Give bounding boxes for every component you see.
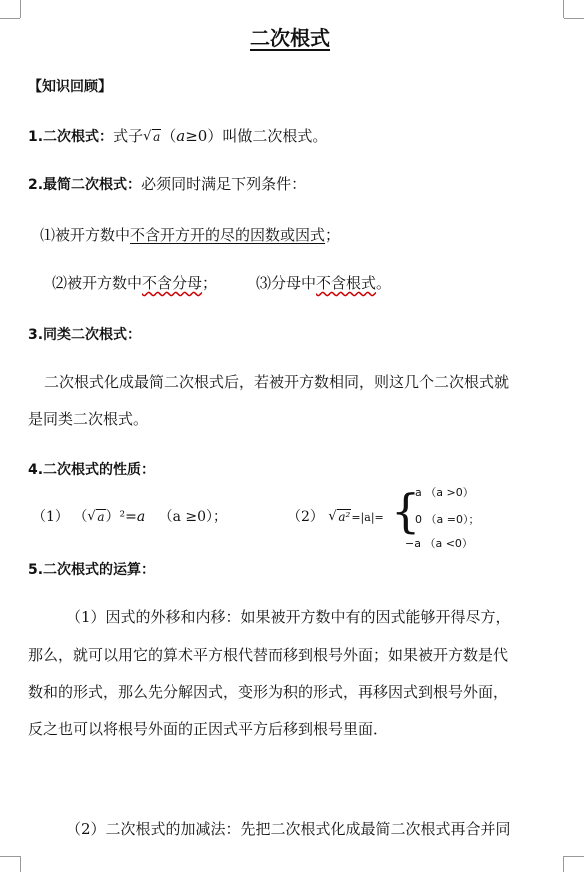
crop-mark-bottom-left-h xyxy=(0,856,20,857)
operations-label: 5.二次根式的运算： xyxy=(28,562,156,578)
definition-prefix: 式子 xyxy=(113,127,144,145)
property-2: （2） √ a²=|a|= xyxy=(287,510,384,524)
case-negative: −a （a <0） xyxy=(405,537,473,550)
crop-mark-top-left xyxy=(20,0,21,18)
crop-mark-top-right xyxy=(563,0,564,18)
page-title: 二次根式 xyxy=(250,26,330,50)
sqrt-a-formula: √ a xyxy=(143,131,161,143)
property-1: （1） （√ a）²=a （a ≥0）； xyxy=(32,510,227,524)
crop-mark-top-left-h xyxy=(0,18,20,19)
definition-line: 1.二次根式：式子√ a（a≥0）叫做二次根式。 xyxy=(28,129,327,144)
operations-text-3: 数和的形式，那么先分解因式，变形为积的形式，再移因式到根号外面， xyxy=(28,683,509,701)
simplest-radical-label: 2.最简二次根式： xyxy=(28,177,142,193)
crop-mark-bottom-right-h xyxy=(564,856,584,857)
case-positive: a （a >0） xyxy=(415,486,474,499)
definition-label: 1.二次根式： xyxy=(28,129,114,145)
simplest-radical-line: 2.最简二次根式：必须同时满足下列条件： xyxy=(28,175,307,193)
crop-mark-bottom-right xyxy=(563,856,564,872)
condition-2: ⑵被开方数中不含分母； xyxy=(52,274,218,292)
like-radicals-label: 3.同类二次根式： xyxy=(28,327,142,343)
properties-label: 4.二次根式的性质： xyxy=(28,462,156,478)
crop-mark-bottom-left xyxy=(20,856,21,872)
operations-text-1: （1）因式的外移和内移：如果被开方数中有的因式能够开得尽方， xyxy=(66,608,511,626)
condition-1: ⑴被开方数中不含开方开的尽的因数或因式； xyxy=(40,226,341,244)
condition-3: ⑶分母中不含根式。 xyxy=(256,274,392,292)
piecewise-brace: { xyxy=(391,484,421,538)
operations-text-4: 反之也可以将根号外面的正因式平方后移到根号里面． xyxy=(28,720,389,738)
like-radicals-text-1: 二次根式化成最简二次根式后，若被开方数相同，则这几个二次根式就 xyxy=(44,373,510,391)
operations-text-2: 那么，就可以用它的算术平方根代替而移到根号外面；如果被开方数是代 xyxy=(28,646,509,664)
crop-mark-top-right-h xyxy=(564,18,584,19)
case-zero: 0 （a =0）； xyxy=(415,513,480,526)
definition-condition: ≥0）叫做二次根式。 xyxy=(185,127,328,145)
operations-text-5: （2）二次根式的加减法：先把二次根式化成最简二次根式再合并同 xyxy=(66,820,511,838)
like-radicals-text-2: 是同类二次根式。 xyxy=(28,410,149,428)
section-heading: 【知识回顾】 xyxy=(28,79,112,95)
